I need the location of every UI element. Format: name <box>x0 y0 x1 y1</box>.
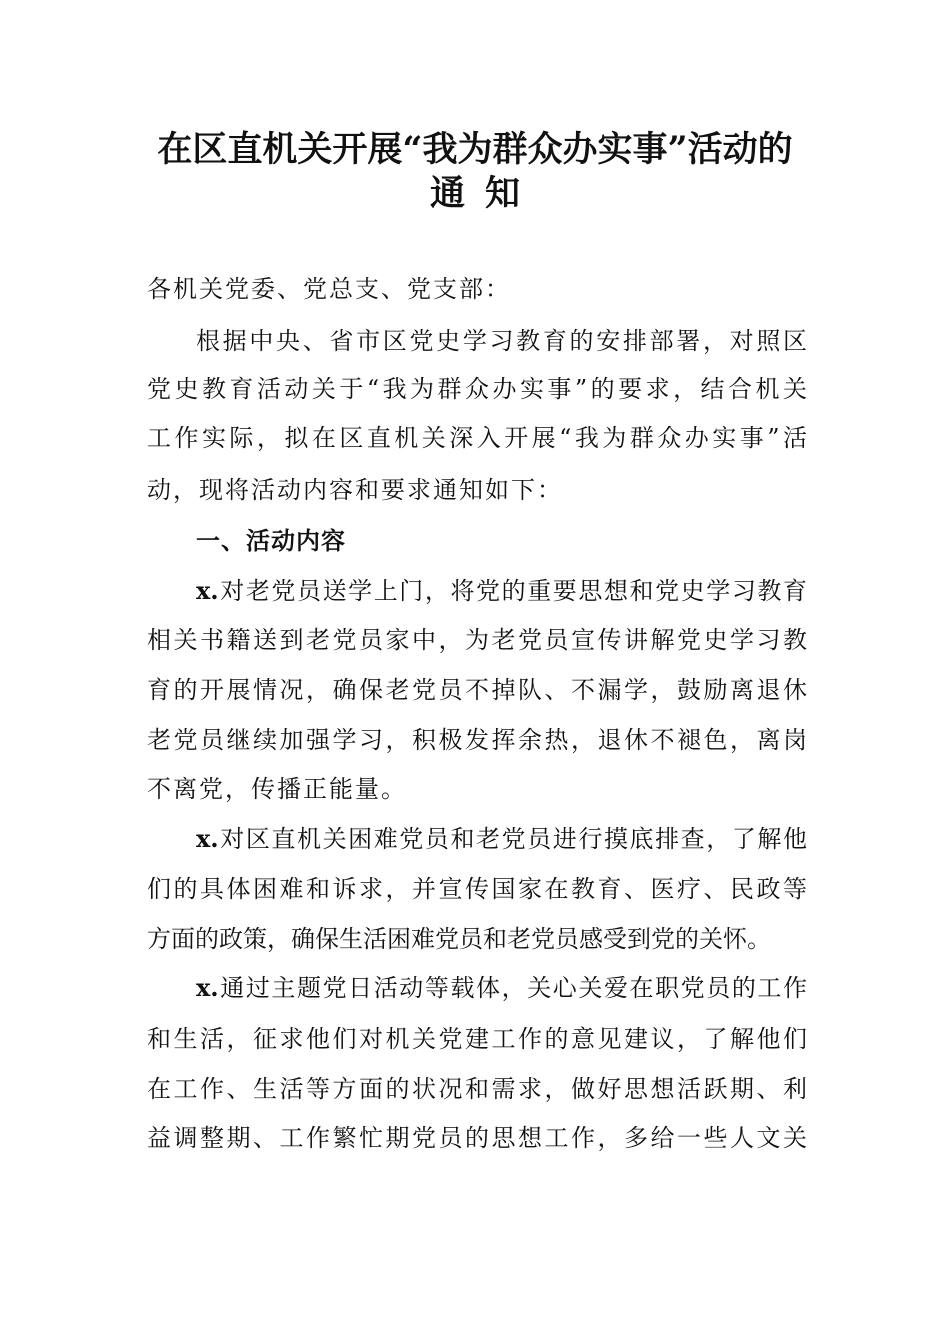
document-title-line2: 通知 <box>429 173 540 214</box>
paragraph-line: 动，现将活动内容和要求通知如下： <box>147 476 563 504</box>
document-title-line1: 在区直机关开展“我为群众办实事”活动的 <box>157 129 793 170</box>
paragraph-line: 方面的政策，确保生活困难党员和老党员感受到党的关怀。 <box>147 925 771 953</box>
paragraph-line: 工作实际，拟在区直机关深入开展“我为群众办实事”活 <box>147 424 807 452</box>
paragraph-line: 们的具体困难和诉求，并宣传国家在教育、医疗、民政等 <box>147 875 807 903</box>
paragraph-line: 和生活，征求他们对机关党建工作的意见建议，了解他们 <box>147 1025 807 1053</box>
paragraph-line: 老党员继续加强学习，积极发挥余热，退休不褪色，离岗 <box>147 726 807 754</box>
paragraph-line: 不离党，传播正能量。 <box>147 775 407 803</box>
paragraph-line: 益调整期、工作繁忙期党员的思想工作，多给一些人文关 <box>147 1124 807 1152</box>
paragraph-line <box>196 971 807 1005</box>
item-number: x. <box>196 824 219 853</box>
item-text: 对老党员送学上门，将党的重要思想和党史学习教育 <box>218 577 807 605</box>
paragraph-line: 根据中央、省市区党史学习教育的安排部署，对照区 <box>196 327 807 355</box>
paragraph-line: 在工作、生活等方面的状况和需求，做好思想活跃期、利 <box>147 1075 807 1103</box>
item-number: x. <box>196 973 219 1002</box>
section-heading: 一、活动内容 <box>196 527 346 555</box>
paragraph-line <box>196 822 807 856</box>
paragraph-line: 党史教育活动关于“我为群众办实事”的要求，结合机关 <box>147 375 807 403</box>
item-number: x. <box>196 576 219 605</box>
item-text: 通过主题党日活动等载体，关心关爱在职党员的工作 <box>218 974 807 1002</box>
paragraph-line: 相关书籍送到老党员家中，为老党员宣传讲解党史学习教 <box>147 626 807 654</box>
paragraph-line <box>196 574 807 608</box>
salutation: 各机关党委、党总支、党支部： <box>147 275 511 303</box>
item-text: 对区直机关困难党员和老党员进行摸底排查，了解他 <box>218 825 807 853</box>
paragraph-line: 育的开展情况，确保老党员不掉队、不漏学，鼓励离退休 <box>147 676 807 704</box>
